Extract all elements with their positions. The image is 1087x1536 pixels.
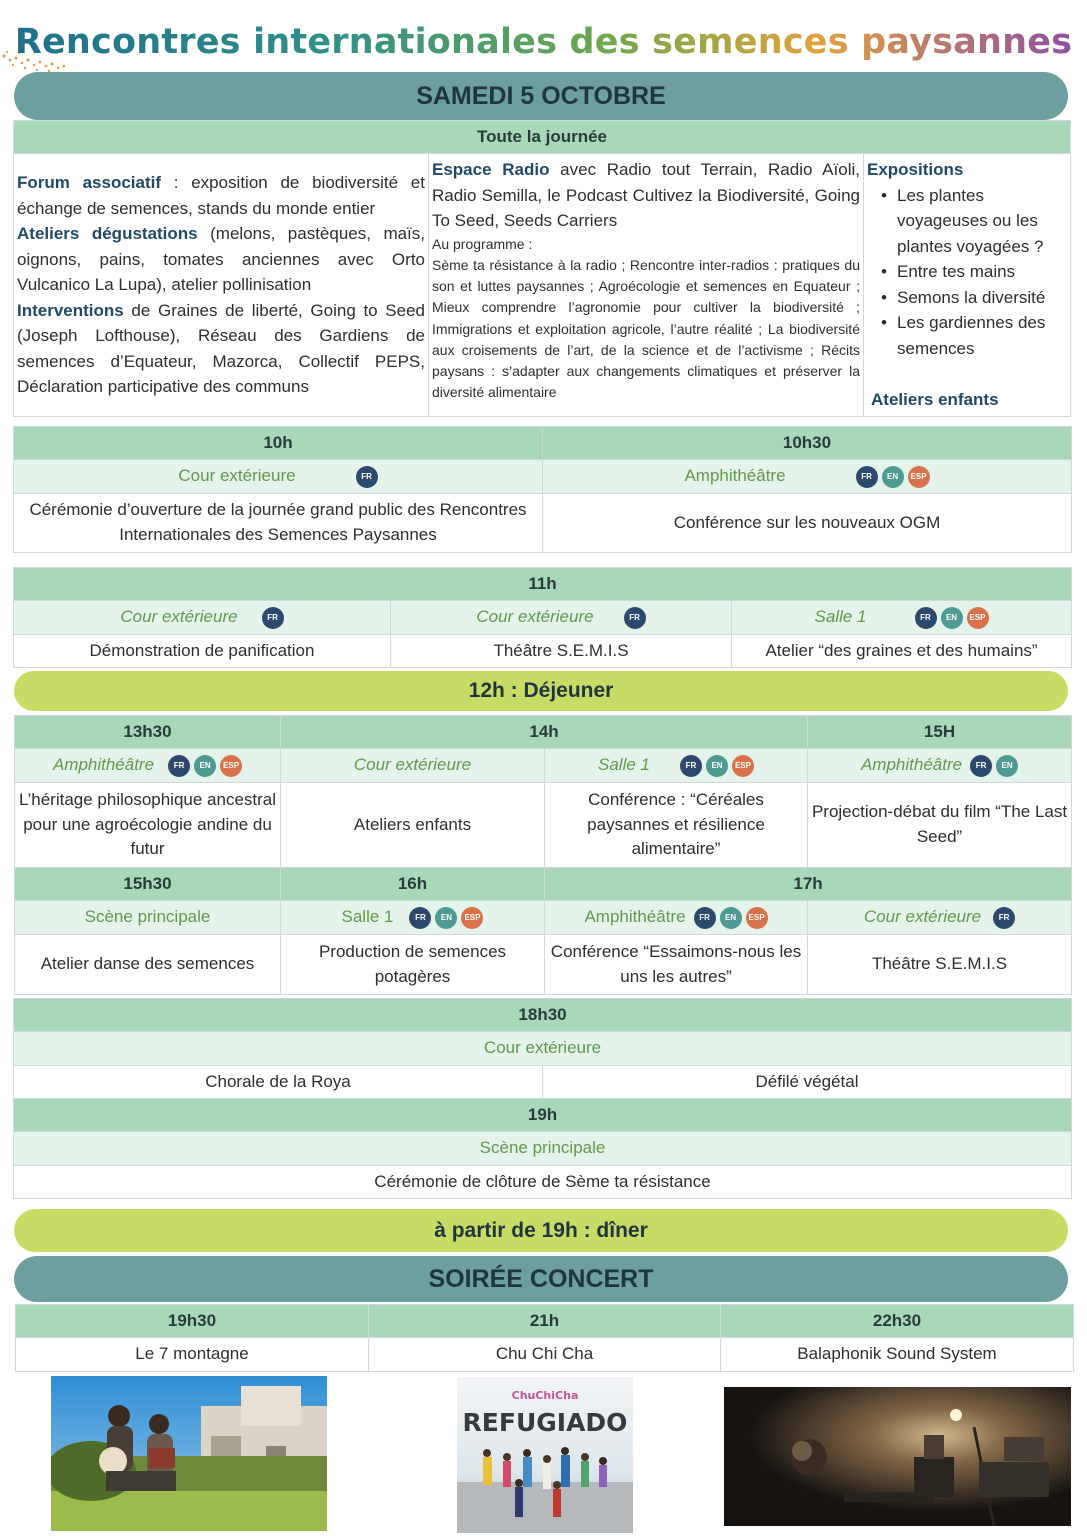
time-18h30: 18h30 [14, 999, 1072, 1032]
fr-badge-icon: FR [168, 755, 190, 777]
venue-label: Salle 1 [814, 607, 867, 627]
programme-text: Sème ta résistance à la radio ; Rencontre inter-radios : pratiques du son et luttes paysannes ; Agroécologie et semences en Equateur ; Mieux comprendre l’agronomie pour cultiver la biodiversité ; Immigrations et exploitation agricole, l’autre réalité ; La biodiversité aux croisements de l’art, de la science et de l’activisme ; Récits paysans : s’adapter aux changements climatiques et préserver la diversité alimentaire [432, 256, 860, 401]
fr-badge-icon: FR [262, 607, 284, 629]
concert-table [15, 1304, 1074, 1372]
event-cell: Théâtre S.E.M.I.S [391, 635, 732, 668]
concert-artist: Chu Chi Cha [369, 1338, 721, 1372]
event-cell: Conférence : “Céréales paysannes et résilience alimentaire” [545, 783, 808, 868]
time-13h30: 13h30 [15, 716, 281, 749]
concert-time: 19h30 [16, 1305, 369, 1338]
time-10h: 10h [14, 427, 543, 460]
venue-label: Cour extérieure [863, 907, 982, 927]
en-badge-icon: EN [194, 755, 216, 777]
ateliers-text: (melons, pastèques, maïs, oignons, pains, tomates anciennes avec Orto Vulcanico La Lupa), atelier pollinisation [17, 224, 426, 294]
venue-label: Cour extérieure [120, 607, 238, 627]
expo-item: • Semons la diversité [879, 285, 1067, 311]
album-band-name: ChuChiCha [511, 1389, 579, 1402]
expo-label: Expositions [867, 160, 964, 179]
venue-cell: Cour extérieure [14, 1032, 1072, 1066]
venue-cell [543, 460, 1072, 494]
concert-time: 21h [369, 1305, 721, 1338]
fr-badge-icon: FR [409, 907, 431, 929]
time-19h: 19h [14, 1099, 1072, 1132]
band-photo-le-7-montagne [51, 1376, 327, 1531]
time-17h: 17h [545, 868, 1072, 901]
dinner-banner: à partir de 19h : dîner [14, 1209, 1068, 1252]
radio-text: avec Radio tout Terrain, Radio Aïoli, Radio Semilla, le Podcast Cultivez la Biodiversité, Going To Seed, Seeds Carriers [432, 160, 860, 230]
event-cell: Défilé végétal [543, 1066, 1072, 1099]
fr-badge-icon: FR [993, 907, 1015, 929]
time-15h: 15H [808, 716, 1072, 749]
fr-badge-icon: FR [856, 466, 878, 488]
radio-label: Espace Radio [432, 160, 550, 179]
event-cell: Chorale de la Roya [14, 1066, 543, 1099]
programme-label: Au programme : [432, 235, 533, 252]
ateliers-label: Ateliers dégustations [17, 224, 198, 243]
time-15h30: 15h30 [15, 868, 281, 901]
event-cell: Théâtre S.E.M.I.S [808, 935, 1072, 995]
album-title: REFUGIADO [462, 1408, 628, 1437]
all-day-col-expo [864, 154, 1071, 417]
expo-item: • Entre tes mains [879, 259, 1067, 285]
esp-badge-icon: ESP [220, 755, 242, 777]
venue-cell [545, 901, 808, 935]
venue-label: Amphithéâtre [584, 907, 686, 927]
expo-item: • Les gardiennes des semences [879, 310, 1067, 361]
venue-cell [808, 749, 1072, 783]
venue-cell [14, 601, 391, 635]
esp-badge-icon: ESP [908, 466, 930, 488]
time-14h: 14h [281, 716, 808, 749]
venue-cell [732, 601, 1072, 635]
en-badge-icon: EN [882, 466, 904, 488]
venue-cell [15, 749, 281, 783]
all-day-col-radio [429, 154, 864, 417]
kids-workshop-label: Ateliers enfants [871, 390, 999, 409]
venue-cell [545, 749, 808, 783]
venue-label: Cour extérieure [353, 755, 472, 775]
event-cell: Production de semences potagères [281, 935, 545, 995]
fr-badge-icon: FR [680, 755, 702, 777]
venue-label: Cour extérieure [178, 466, 296, 486]
event-cell: Conférence sur les nouveaux OGM [543, 494, 1072, 553]
album-cover-refugiado [457, 1377, 633, 1533]
en-badge-icon: EN [941, 607, 963, 629]
forum-label: Forum associatif [17, 173, 162, 192]
interventions-label: Interventions [17, 300, 124, 320]
esp-badge-icon: ESP [967, 607, 989, 629]
en-badge-icon: EN [435, 907, 457, 929]
interventions-text: de Graines de liberté, Going to Seed (Joseph Lofthouse), Réseau des Gardiens de semences d’Equateur, Mazorca, Collectif PEPS, Déclaration participative des communs [17, 300, 425, 396]
event-cell: Projection-débat du film “The Last Seed” [808, 783, 1072, 868]
fr-badge-icon: FR [624, 607, 646, 629]
en-badge-icon: EN [720, 907, 742, 929]
esp-badge-icon: ESP [732, 755, 754, 777]
en-badge-icon: EN [996, 755, 1018, 777]
schedule-10h [13, 426, 1072, 553]
event-cell: Atelier danse des semences [15, 935, 281, 995]
page-title: Rencontres internationales des semences paysannes [0, 22, 1087, 62]
concert-time: 22h30 [721, 1305, 1074, 1338]
event-cell: L’héritage philosophique ancestral pour une agroécologie andine du futur [15, 783, 281, 868]
time-11h: 11h [14, 568, 1072, 601]
fr-badge-icon: FR [356, 466, 378, 488]
venue-cell [391, 601, 732, 635]
venue-label: Cour extérieure [476, 607, 594, 627]
event-cell: Ateliers enfants [281, 783, 545, 868]
venue-label: Amphithéâtre [684, 466, 786, 486]
event-cell: Atelier “des graines et des humains” [732, 635, 1072, 668]
fr-badge-icon: FR [694, 907, 716, 929]
event-cell: Démonstration de panification [14, 635, 391, 668]
concert-banner: SOIRÉE CONCERT [14, 1256, 1068, 1302]
fr-badge-icon: FR [915, 607, 937, 629]
all-day-header: Toute la journée [14, 121, 1071, 154]
time-16h: 16h [281, 868, 545, 901]
day-banner: SAMEDI 5 OCTOBRE [14, 72, 1068, 120]
concert-artist: Balaphonik Sound System [721, 1338, 1074, 1372]
event-cell: Cérémonie de clôture de Sème ta résistance [14, 1166, 1072, 1199]
schedule-afternoon [14, 715, 1072, 995]
venue-cell [281, 901, 545, 935]
schedule-11h [13, 567, 1072, 668]
all-day-col-forum [14, 154, 429, 417]
venue-cell [808, 901, 1072, 935]
venue-cell [15, 901, 281, 935]
event-cell: Cérémonie d’ouverture de la journée grand public des Rencontres Internationales des Semences Paysannes [14, 494, 543, 553]
fr-badge-icon: FR [970, 755, 992, 777]
expo-list [867, 183, 1067, 362]
venue-label: Scène principale [84, 907, 211, 927]
venue-cell [14, 460, 543, 494]
esp-badge-icon: ESP [746, 907, 768, 929]
band-photo-balaphonik [724, 1387, 1071, 1526]
forum-text: : exposition de biodiversité et échange de semences, stands du monde entier [17, 173, 425, 218]
venue-cell [281, 749, 545, 783]
venue-label: Amphithéâtre [860, 755, 963, 775]
event-cell: Conférence “Essaimons-nous les uns les autres” [545, 935, 808, 995]
lunch-banner: 12h : Déjeuner [14, 671, 1068, 711]
all-day-table [13, 120, 1071, 417]
esp-badge-icon: ESP [461, 907, 483, 929]
venue-label: Amphithéâtre [52, 755, 155, 775]
venue-cell: Scène principale [14, 1132, 1072, 1166]
en-badge-icon: EN [706, 755, 728, 777]
venue-label: Salle 1 [341, 907, 394, 927]
concert-artist: Le 7 montagne [16, 1338, 369, 1372]
schedule-evening [13, 998, 1072, 1199]
venue-label: Salle 1 [598, 755, 650, 775]
expo-item: • Les plantes voyageuses ou les plantes voyagées ? [879, 183, 1067, 260]
time-10h30: 10h30 [543, 427, 1072, 460]
